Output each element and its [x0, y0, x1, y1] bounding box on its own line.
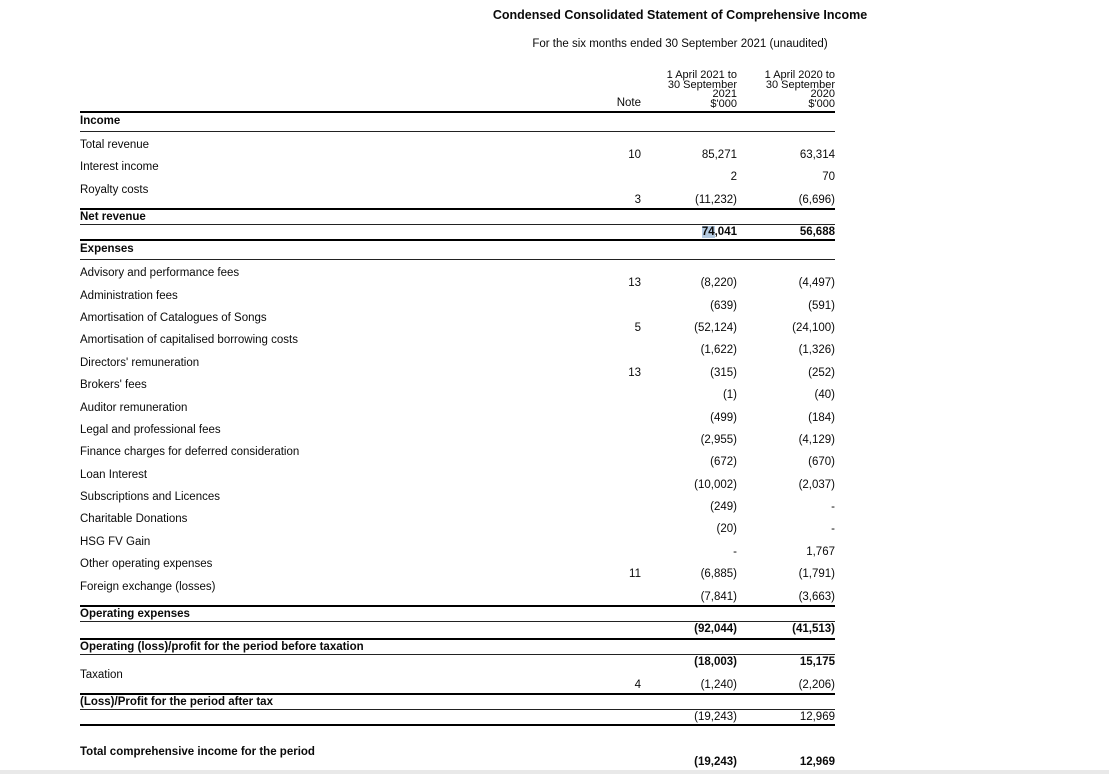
note-cell [560, 469, 641, 491]
value-text: ,041 [714, 226, 737, 239]
row-label: Advisory and performance fees [80, 267, 240, 280]
table-row [80, 581, 835, 603]
row-label: Total comprehensive income for the period [80, 746, 315, 759]
row-label-spacer [80, 226, 560, 239]
table-row [80, 558, 835, 580]
section-label: Income [80, 115, 121, 127]
table-row [80, 139, 835, 161]
selection-highlight: 74 [701, 226, 715, 239]
table-row [80, 184, 835, 206]
column-header-line: $'000 [808, 97, 835, 110]
table-column-headers [80, 66, 835, 111]
value-2021-cell: (52,124) [694, 321, 737, 334]
column-header-line: 1 April 2020 to [764, 69, 835, 81]
value-2020-cell: 12,969 [799, 756, 835, 769]
value-2020-cell: (2,037) [798, 478, 835, 491]
column-header-line: $'000 [710, 97, 737, 110]
table-row [80, 379, 835, 401]
value-2020-cell: (670) [808, 456, 835, 469]
row-label: Total revenue [80, 139, 150, 151]
table-row [80, 536, 835, 558]
note-cell: 11 [629, 568, 641, 581]
column-header-line: 30 September [765, 78, 835, 91]
table-row [80, 161, 835, 183]
total-row-values [80, 622, 835, 636]
row-label: HSG FV Gain [80, 535, 151, 548]
table-row [80, 312, 835, 334]
note-cell [560, 491, 641, 513]
note-cell [560, 623, 641, 636]
value-2020-cell: (1,326) [798, 344, 835, 357]
value-2020-cell: (1,791) [798, 568, 835, 581]
page-title: Condensed Consolidated Statement of Comprehensive Income [492, 8, 868, 22]
row-label: Other operating expenses [80, 558, 213, 571]
column-header-line: 2021 [712, 88, 737, 100]
total-row-values [80, 655, 835, 669]
value-2021-cell: - [733, 545, 737, 558]
value-2021-cell: (672) [710, 456, 737, 469]
row-label-spacer [80, 656, 560, 669]
value-2021-cell: (8,220) [700, 277, 737, 290]
total-row-label: Operating expenses [80, 607, 835, 622]
total-row-values [80, 710, 835, 724]
note-cell [560, 402, 641, 424]
value-2021-cell: 2 [730, 171, 737, 184]
value-2020-cell: 70 [822, 171, 835, 184]
table-row [80, 513, 835, 535]
table-row [80, 334, 835, 356]
value-2021-cell: (1,240) [700, 679, 737, 692]
row-label: Amortisation of capitalised borrowing costs [80, 334, 298, 347]
table-row [80, 446, 835, 468]
value-2021-cell: (92,044) [694, 623, 737, 636]
value-2021-cell: (499) [710, 411, 737, 424]
value-2021-cell [641, 226, 737, 239]
value-2021-cell: (19,243) [694, 756, 737, 769]
value-2021-cell: (1) [722, 389, 737, 402]
note-cell [560, 536, 641, 558]
table-row [80, 424, 835, 446]
value-2021-cell: (2,955) [700, 433, 737, 446]
value-2021-cell: (20) [716, 523, 737, 536]
table-row [80, 669, 835, 691]
value-2020-cell: (3,663) [798, 590, 835, 603]
row-label: Directors' remuneration [80, 356, 200, 369]
row-label: Finance charges for deferred consideration [80, 446, 300, 459]
value-2021-cell: (18,003) [694, 656, 737, 669]
table-row [80, 357, 835, 379]
note-column-header: Note [616, 97, 641, 109]
value-2020-cell: - [831, 501, 835, 514]
row-label: Subscriptions and Licences [80, 491, 220, 504]
value-2020-cell: (40) [814, 389, 835, 402]
value-2021-cell: (315) [710, 366, 737, 379]
note-cell [560, 446, 641, 468]
page-bottom-edge [0, 770, 1109, 774]
row-label-spacer [80, 623, 560, 636]
statement-table [80, 66, 835, 772]
note-cell [560, 379, 641, 401]
row-label: Taxation [80, 669, 123, 682]
value-2021-cell: (1,622) [700, 344, 737, 357]
value-2020-cell: (252) [808, 366, 835, 379]
row-label: Royalty costs [80, 183, 149, 196]
row-label: Administration fees [80, 289, 178, 302]
note-cell [560, 290, 641, 312]
value-2021-cell: (19,243) [694, 711, 737, 724]
row-label: Auditor remuneration [80, 401, 188, 414]
note-cell [560, 711, 641, 724]
value-2020-cell: 63,314 [799, 149, 835, 161]
column-header-2020 [737, 71, 835, 109]
table-row [80, 267, 835, 289]
value-2021-cell: (6,885) [700, 568, 737, 581]
value-2020-cell: (24,100) [792, 321, 835, 334]
section-header-row [80, 239, 835, 260]
grand-total-row [80, 746, 835, 770]
column-header-line: 2020 [810, 88, 835, 100]
table-row [80, 290, 835, 312]
value-2021-cell: (7,841) [700, 590, 737, 603]
note-cell: 10 [628, 149, 641, 161]
note-cell: 13 [628, 277, 641, 290]
note-cell [560, 581, 641, 603]
note-cell [560, 226, 641, 239]
value-2020-cell: (6,696) [798, 193, 835, 206]
row-label: Interest income [80, 161, 159, 174]
page-subtitle: For the six months ended 30 September 2021 (unaudited) [532, 38, 828, 50]
note-cell [560, 161, 641, 183]
value-2020-cell: (41,513) [792, 623, 835, 636]
total-row-label: Operating (loss)/profit for the period before taxation [80, 640, 835, 655]
note-cell: 5 [634, 321, 641, 334]
section-label: Expenses [80, 243, 134, 256]
note-cell [560, 746, 641, 770]
row-label: Amortisation of Catalogues of Songs [80, 311, 267, 324]
row-label: Charitable Donations [80, 513, 188, 526]
spacer [80, 726, 835, 746]
value-2020-cell: - [831, 523, 835, 536]
total-row [80, 638, 835, 669]
value-2021-cell: (639) [710, 299, 737, 312]
value-2021-cell: (249) [710, 501, 737, 514]
total-row [80, 605, 835, 636]
value-2020-cell: 56,688 [799, 226, 835, 239]
value-2020-cell: (184) [808, 411, 835, 424]
value-2020-cell: (591) [808, 299, 835, 312]
value-2020-cell: 12,969 [799, 711, 835, 724]
row-label-spacer [80, 711, 560, 724]
note-cell: 4 [634, 679, 641, 692]
column-header-2021 [641, 71, 737, 109]
note-cell [560, 513, 641, 535]
value-2021-cell: (11,232) [695, 193, 737, 206]
total-row-values [80, 225, 835, 239]
value-2020-cell: (4,497) [798, 277, 835, 290]
section-header-row [80, 111, 835, 132]
value-2020-cell: (2,206) [798, 679, 835, 692]
column-header-line: 30 September [667, 78, 737, 91]
table-row [80, 491, 835, 513]
note-cell [560, 656, 641, 669]
note-cell: 3 [634, 193, 641, 206]
row-label: Legal and professional fees [80, 423, 221, 436]
document-heading [380, 8, 980, 51]
total-row-label: Net revenue [80, 210, 835, 225]
note-cell [560, 424, 641, 446]
value-2021-cell: 85,271 [701, 149, 737, 161]
row-label: Loan Interest [80, 468, 148, 481]
total-row [80, 208, 835, 239]
table-body [80, 111, 835, 772]
row-label: Brokers' fees [80, 379, 147, 392]
table-row [80, 402, 835, 424]
value-2021-cell: (10,002) [694, 478, 737, 491]
note-cell: 13 [628, 366, 641, 379]
table-row [80, 469, 835, 491]
total-row-label: (Loss)/Profit for the period after tax [80, 695, 835, 710]
value-2020-cell: (4,129) [798, 433, 835, 446]
total-row [80, 693, 835, 724]
row-label: Foreign exchange (losses) [80, 580, 216, 593]
column-header-line: 1 April 2021 to [666, 69, 737, 81]
value-2020-cell: 15,175 [799, 656, 835, 669]
note-cell [560, 334, 641, 356]
value-2020-cell: 1,767 [806, 545, 835, 558]
